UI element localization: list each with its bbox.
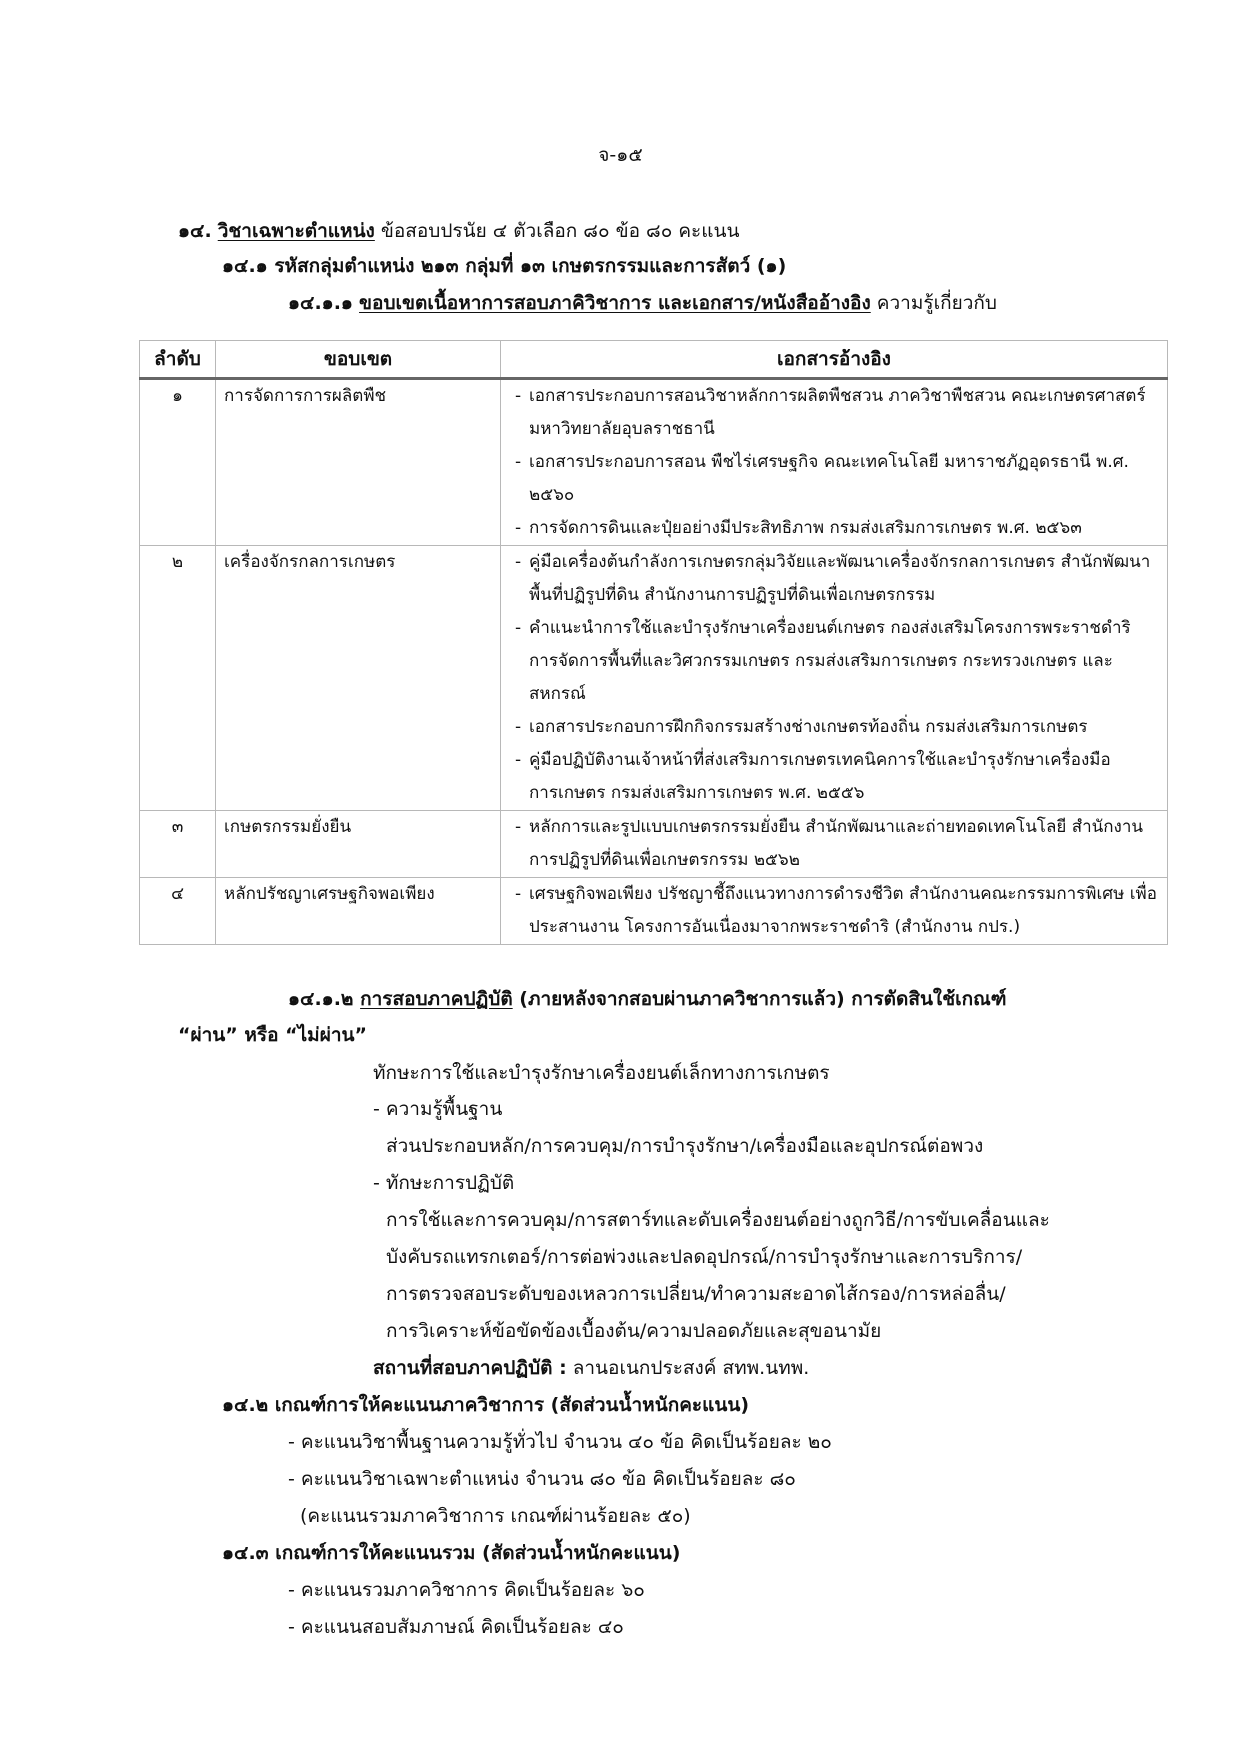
reference-text: คำแนะนำการใช้และบำรุงรักษาเครื่องยนต์เกษตร กองส่งเสริมโครงการพระราชดำริ การจัดการพื้นที่และวิศวกรรมเกษตร กรมส่งเสริมการเกษตร กระทรวงเกษตร และสหกรณ์ [529, 618, 1131, 704]
practical-venue [373, 1355, 809, 1381]
reference-item: - เศรษฐกิจพอเพียง ปรัชญาชี้ถึงแนวทางการดำรงชีวิต สำนักงานคณะกรรมการพิเศษ เพื่อประสานงาน โครงการอันเนื่องมาจากพระราชดำริ (สำนักงาน กปร.) [515, 884, 1157, 937]
section-14-description: ข้อสอบปรนัย ๔ ตัวเลือก ๘๐ ข้อ ๘๐ คะแนน [380, 220, 740, 242]
row-references [501, 811, 1168, 878]
section-14-1-2-criteria: “ผ่าน” หรือ “ไม่ผ่าน” [178, 1024, 367, 1046]
section-14-number: ๑๔. [178, 220, 212, 242]
section-14-1-1-title: ขอบเขตเนื้อหาการสอบภาคิวิชาการ และเอกสาร/หนังสืออ้างอิง [359, 292, 871, 314]
section-14-2-number: ๑๔.๒ [222, 1394, 269, 1416]
skill-title: ทักษะการใช้และบำรุงรักษาเครื่องยนต์เล็กทางการเกษตร [373, 1062, 830, 1084]
reference-text: เอกสารประกอบการสอน พืชไร่เศรษฐกิจ คณะเทคโนโลยี มหาราชภัฏอุดรธานี พ.ศ. ๒๕๖๐ [529, 452, 1129, 505]
section-14-title: วิชาเฉพาะตำแหน่ง [217, 220, 375, 242]
table-row [140, 811, 1168, 878]
reference-text: หลักการและรูปแบบเกษตรกรรมยั่งยืน สำนักพัฒนาและถ่ายทอดเทคโนโลยี สำนักงานการปฏิรูปที่ดินเพื่อเกษตรกรรม ๒๕๖๒ [529, 817, 1144, 870]
section-14-1-1-heading [288, 290, 997, 316]
score-note: (คะแนนรวมภาควิชาการ เกณฑ์ผ่านร้อยละ ๕๐) [300, 1505, 691, 1527]
reference-text: คู่มือปฏิบัติงานเจ้าหน้าที่ส่งเสริมการเกษตรเทคนิคการใช้และบำรุงรักษาเครื่องมือ การเกษตร กรมส่งเสริมการเกษตร พ.ศ. ๒๕๕๖ [529, 750, 1111, 803]
practice-skill-label: - ทักษะการปฏิบัติ [373, 1172, 515, 1194]
row-scope: เกษตรกรรมยั่งยืน [216, 811, 501, 878]
row-number: ๔ [140, 878, 216, 945]
section-14-3-heading [222, 1540, 680, 1566]
score-item: - คะแนนวิชาพื้นฐานความรู้ทั่วไป จำนวน ๔๐ ข้อ คิดเป็นร้อยละ ๒๐ [288, 1431, 832, 1453]
reference-item: - การจัดการดินและปุ๋ยอย่างมีประสิทธิภาพ กรมส่งเสริมการเกษตร พ.ศ. ๒๕๖๓ [515, 518, 1082, 538]
header-scope: ขอบเขต [216, 341, 501, 379]
practice-detail-line: การใช้และการควบคุม/การสตาร์ทและดับเครื่องยนต์อย่างถูกวิธี/การขับเคลื่อนและ [386, 1209, 1050, 1231]
section-14-3-number: ๑๔.๓ [222, 1542, 269, 1564]
venue-value: ลานอเนกประสงค์ สทพ.นทพ. [572, 1357, 810, 1379]
reference-text: คู่มือเครื่องต้นกำลังการเกษตรกลุ่มวิจัยและพัฒนาเครื่องจักรกลการเกษตร สำนักพัฒนาพื้นที่ปฏิรูปที่ดิน สำนักงานการปฏิรูปที่ดินเพื่อเกษตรกรรม [529, 552, 1151, 605]
score-item: - คะแนนวิชาเฉพาะตำแหน่ง จำนวน ๘๐ ข้อ คิดเป็นร้อยละ ๘๐ [288, 1468, 796, 1490]
table-row [140, 379, 1168, 546]
reference-item: - คู่มือเครื่องต้นกำลังการเกษตรกลุ่มวิจัยและพัฒนาเครื่องจักรกลการเกษตร สำนักพัฒนาพื้นที่ปฏิรูปที่ดิน สำนักงานการปฏิรูปที่ดินเพื่อเกษตรกรรม [515, 552, 1151, 605]
table-header-row [140, 341, 1168, 379]
reference-item: - คำแนะนำการใช้และบำรุงรักษาเครื่องยนต์เกษตร กองส่งเสริมโครงการพระราชดำริ การจัดการพื้นที่และวิศวกรรมเกษตร กรมส่งเสริมการเกษตร กระทรวงเกษตร และสหกรณ์ [515, 618, 1131, 704]
section-14-1-1-number: ๑๔.๑.๑ [288, 292, 353, 314]
header-references: เอกสารอ้างอิง [501, 341, 1168, 379]
reference-text: เศรษฐกิจพอเพียง ปรัชญาชี้ถึงแนวทางการดำรงชีวิต สำนักงานคณะกรรมการพิเศษ เพื่อประสานงาน โครงการอันเนื่องมาจากพระราชดำริ (สำนักงาน กปร.) [529, 884, 1157, 937]
section-14-1-number: ๑๔.๑ [222, 255, 268, 277]
row-number: ๓ [140, 811, 216, 878]
reference-table [139, 340, 1168, 945]
table-row [140, 546, 1168, 811]
section-14-1-2-title: การสอบภาคปฏิบัติ [360, 988, 513, 1010]
section-14-1-heading [222, 253, 786, 279]
header-no: ลำดับ [140, 341, 216, 379]
practice-detail-line: บังคับรถแทรกเตอร์/การต่อพ่วงและปลดอุปกรณ์/การบำรุงรักษาและการบริการ/ [386, 1246, 1023, 1268]
section-14-1-2-heading [288, 986, 1007, 1012]
row-references [501, 878, 1168, 945]
row-number: ๑ [140, 379, 216, 546]
basic-knowledge-detail: ส่วนประกอบหลัก/การควบคุม/การบำรุงรักษา/เครื่องมือและอุปกรณ์ต่อพวง [386, 1135, 984, 1157]
row-scope: หลักปรัชญาเศรษฐกิจพอเพียง [216, 878, 501, 945]
reference-item: - เอกสารประกอบการฝึกกิจกรรมสร้างช่างเกษตรท้องถิ่น กรมส่งเสริมการเกษตร [515, 717, 1088, 737]
practice-detail-line: การตรวจสอบระดับของเหลวการเปลี่ยน/ทำความสะอาดไส้กรอง/การหล่อลื่น/ [386, 1283, 1006, 1305]
section-14-1-2-number: ๑๔.๑.๒ [288, 988, 354, 1010]
row-references [501, 379, 1168, 546]
reference-text: เอกสารประกอบการฝึกกิจกรรมสร้างช่างเกษตรท้องถิ่น กรมส่งเสริมการเกษตร [529, 717, 1088, 737]
reference-text: เอกสารประกอบการสอนวิชาหลักการผลิตพืชสวน ภาควิชาพืชสวน คณะเกษตรศาสตร์ มหาวิทยาลัยอุบลราชธานี [529, 386, 1146, 439]
table-row [140, 878, 1168, 945]
reference-item: - หลักการและรูปแบบเกษตรกรรมยั่งยืน สำนักพัฒนาและถ่ายทอดเทคโนโลยี สำนักงานการปฏิรูปที่ดินเพื่อเกษตรกรรม ๒๕๖๒ [515, 817, 1144, 870]
page-number: จ-๑๕ [598, 144, 643, 166]
basic-knowledge-label: - ความรู้พื้นฐาน [373, 1098, 503, 1120]
row-references [501, 546, 1168, 811]
score-item: - คะแนนรวมภาควิชาการ คิดเป็นร้อยละ ๖๐ [288, 1579, 645, 1601]
section-14-1-2-rest: (ภายหลังจากสอบผ่านภาควิชาการแล้ว) การตัดสินใช้เกณฑ์ [519, 988, 1007, 1010]
score-item: - คะแนนสอบสัมภาษณ์ คิดเป็นร้อยละ ๔๐ [288, 1616, 624, 1638]
section-14-1-title: รหัสกลุ่มตำแหน่ง ๒๑๓ กลุ่มที่ ๑๓ เกษตรกรรมและการสัตว์ (๑) [274, 255, 787, 277]
reference-text: การจัดการดินและปุ๋ยอย่างมีประสิทธิภาพ กรมส่งเสริมการเกษตร พ.ศ. ๒๕๖๓ [529, 518, 1082, 538]
section-14-heading [178, 218, 739, 244]
reference-item: - เอกสารประกอบการสอน พืชไร่เศรษฐกิจ คณะเทคโนโลยี มหาราชภัฏอุดรธานี พ.ศ. ๒๕๖๐ [515, 452, 1129, 505]
row-number: ๒ [140, 546, 216, 811]
section-14-2-heading [222, 1392, 749, 1418]
section-14-2-title: เกณฑ์การให้คะแนนภาควิชาการ (สัดส่วนน้ำหนักคะแนน) [274, 1394, 750, 1416]
section-14-1-1-suffix: ความรู้เกี่ยวกับ [876, 292, 997, 314]
section-14-3-title: เกณฑ์การให้คะแนนรวม (สัดส่วนน้ำหนักคะแนน) [275, 1542, 681, 1564]
reference-item: - เอกสารประกอบการสอนวิชาหลักการผลิตพืชสวน ภาควิชาพืชสวน คณะเกษตรศาสตร์ มหาวิทยาลัยอุบลราชธานี [515, 386, 1146, 439]
row-scope: เครื่องจักรกลการเกษตร [216, 546, 501, 811]
venue-label: สถานที่สอบภาคปฏิบัติ : [373, 1357, 567, 1379]
practice-detail-line: การวิเคราะห์ข้อขัดข้องเบื้องต้น/ความปลอดภัยและสุขอนามัย [386, 1320, 882, 1342]
reference-item: - คู่มือปฏิบัติงานเจ้าหน้าที่ส่งเสริมการเกษตรเทคนิคการใช้และบำรุงรักษาเครื่องมือ การเกษตร กรมส่งเสริมการเกษตร พ.ศ. ๒๕๕๖ [515, 750, 1111, 803]
row-scope: การจัดการการผลิตพืช [216, 379, 501, 546]
